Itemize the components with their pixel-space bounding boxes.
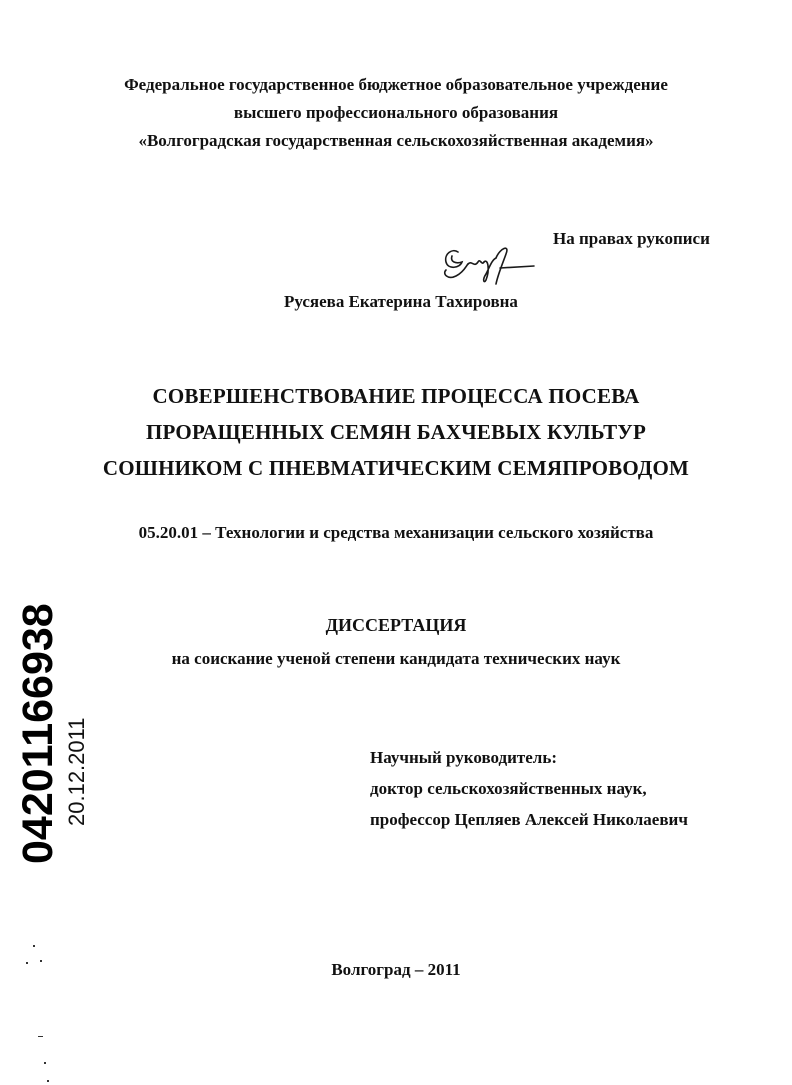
library-stamp-date: 20.12.2011 [64,717,89,826]
title-line-3: СОШНИКОМ С ПНЕВМАТИЧЕСКИМ СЕМЯПРОВОДОМ [102,456,690,480]
library-stamp-number: 04201166938 [14,603,62,864]
supervisor-name: профессор Цепляев Алексей Николаевич [370,810,688,829]
degree-line: на соискание ученой степени кандидата технических наук [171,649,621,668]
institution-header [0,71,792,155]
author-name: Русяева Екатерина Тахировна [284,292,518,311]
supervisor-label: Научный руководитель: [370,748,557,767]
specialty-code: 05.20.01 – Технологии и средства механизации сельского хозяйства [138,523,654,542]
title-line-2: ПРОРАЩЕННЫХ СЕМЯН БАХЧЕВЫХ КУЛЬТУР [145,420,647,444]
manuscript-note: На правах рукописи [553,229,710,248]
dissertation-title [0,378,792,486]
scan-speck [44,1062,46,1064]
scan-speck [40,960,42,962]
supervisor-block [370,742,688,835]
scan-speck [38,1036,43,1037]
institution-line-2: высшего профессионального образования [233,103,559,122]
supervisor-degree: доктор сельскохозяйственных наук, [370,779,647,798]
scan-speck [47,1080,49,1082]
institution-line-1: Федеральное государственное бюджетное образовательное учреждение [124,75,668,94]
scan-speck [26,962,28,964]
document-type: ДИССЕРТАЦИЯ [325,615,467,635]
title-line-1: СОВЕРШЕНСТВОВАНИЕ ПРОЦЕССА ПОСЕВА [152,384,640,408]
scan-speck [33,945,35,947]
institution-line-3: «Волгоградская государственная сельскохозяйственная академия» [138,131,654,150]
author-signature [438,240,538,288]
place-year: Волгоград – 2011 [331,960,461,979]
